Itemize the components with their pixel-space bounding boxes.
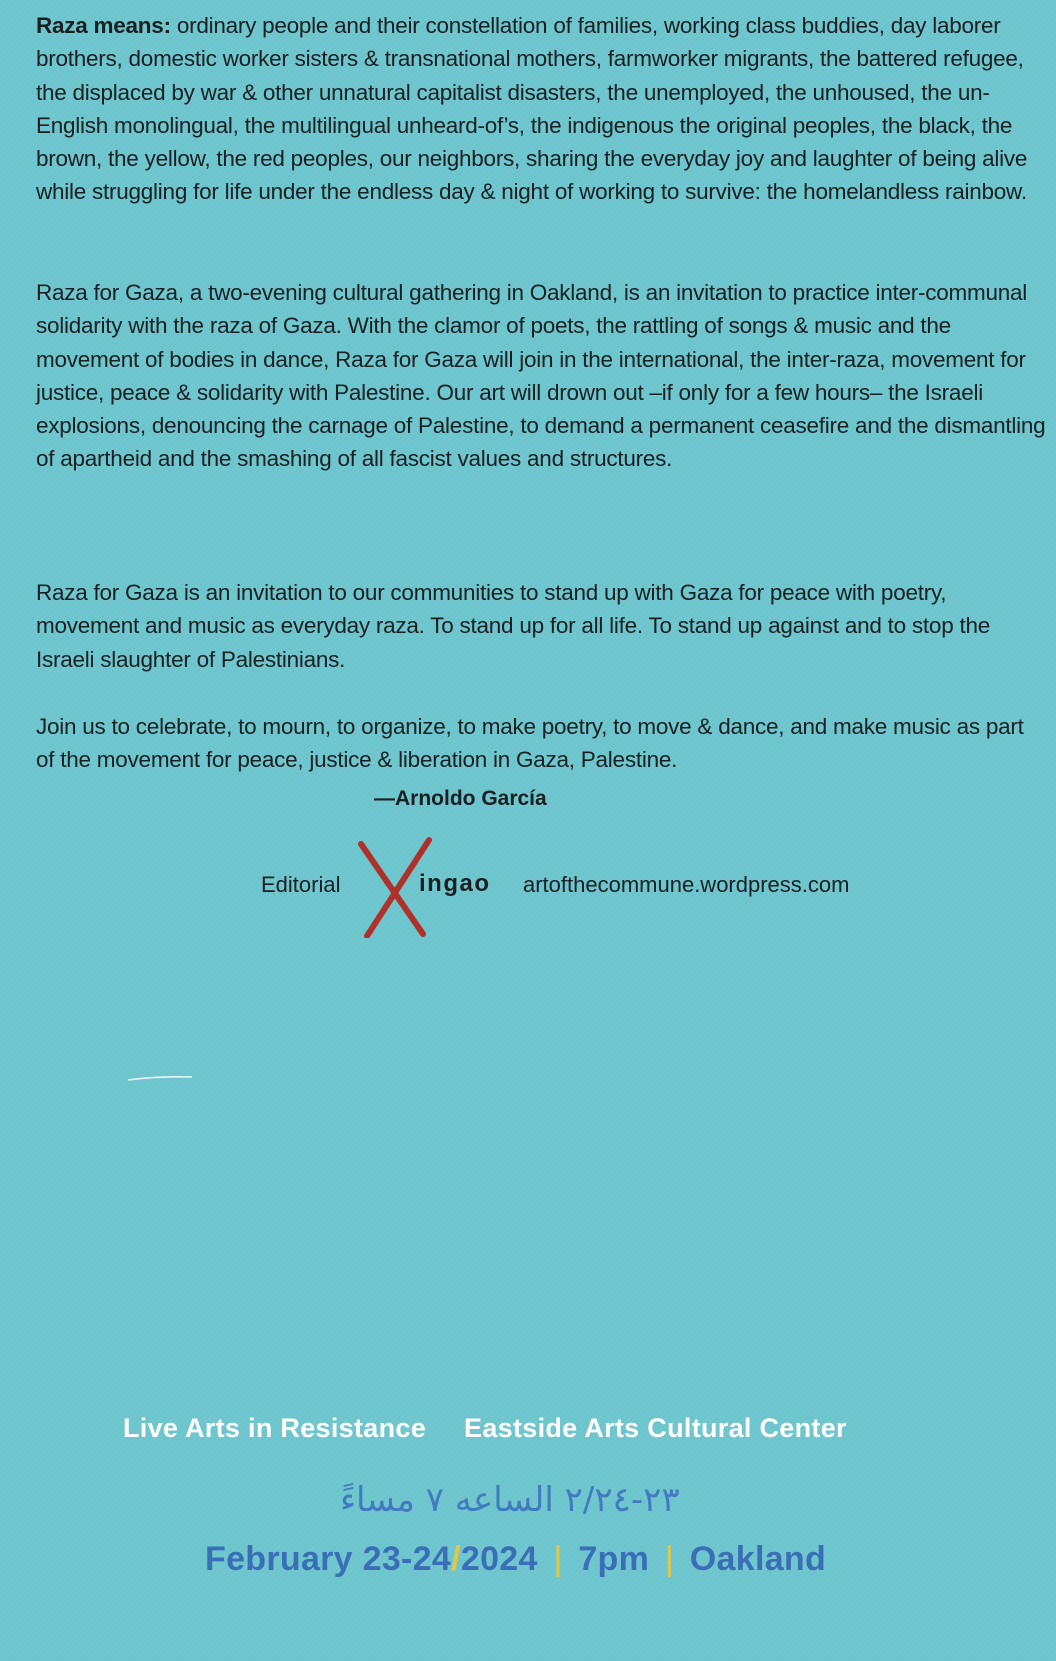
event-city: Oakland	[689, 1540, 827, 1578]
paragraph-join-us: Join us to celebrate, to mourn, to organize, to make poetry, to move & dance, and make music as part of the movement for peace, justice & liberation in Gaza, Palestine.	[36, 714, 1024, 773]
event-time: 7pm	[578, 1540, 650, 1578]
event-date-arabic: ٢٣-٢/٢٤ الساعه ٧ مساءً	[340, 1480, 680, 1520]
event-date-line	[205, 1540, 965, 1579]
separator: |	[664, 1540, 675, 1578]
paragraph-invitation: Raza for Gaza is an invitation to our communities to stand up with Gaza for peace with poetry, movement and music as everyday raza. To stand up for all life. To stand up against and to stop the Israeli slaughter of Palestinians.	[36, 580, 990, 672]
paragraph-gathering: Raza for Gaza, a two-evening cultural gathering in Oakland, is an invitation to practice inter-communal solidarity with the raza of Gaza. With the clamor of poets, the rattling of songs & music and the movement of bodies in dance, Raza for Gaza will join in the international, the inter-raza, movement for justice, peace & solidarity with Palestine. Our art will drown out –if only for a few hours– the Israeli explosions, denouncing the carnage of Palestine, to demand a permanent ceasefire and the dismantling of apartheid and the smashing of all fascist values and structures.	[36, 280, 1046, 472]
event-year: 2024	[460, 1540, 538, 1578]
event-date: February 23-24	[205, 1540, 452, 1578]
paper-scratch-mark	[127, 1075, 193, 1081]
publisher-editorial-label: Editorial	[261, 872, 341, 897]
paragraph-raza-means	[36, 9, 1046, 209]
paragraph-lead: Raza means:	[36, 13, 171, 38]
event-series: Live Arts in Resistance	[123, 1413, 427, 1443]
publisher-url[interactable]: artofthecommune.wordpress.com	[523, 872, 850, 897]
event-venue: Eastside Arts Cultural Center	[464, 1413, 847, 1443]
publisher-name: ingao	[419, 870, 491, 897]
event-header	[123, 1413, 1023, 1444]
publisher-credit	[261, 832, 961, 942]
paragraph-body: ordinary people and their constellation of families, working class buddies, day laborer brothers, domestic worker sisters & transnational mothers, farmworker migrants, the battered refugee, the displaced by war & other unnatural capitalist disasters, the unemployed, the unhoused, the un-English monolingual, the multilingual unheard-of’s, the indigenous the original peoples, the black, the brown, the yellow, the red peoples, our neighbors, sharing the everyday joy and laughter of being alive while struggling for life under the endless day & night of working to survive: the homelandless rainbow.	[36, 13, 1028, 205]
separator: |	[553, 1540, 563, 1578]
date-slash: /	[451, 1540, 461, 1578]
author-signature: —Arnoldo García	[374, 787, 547, 810]
